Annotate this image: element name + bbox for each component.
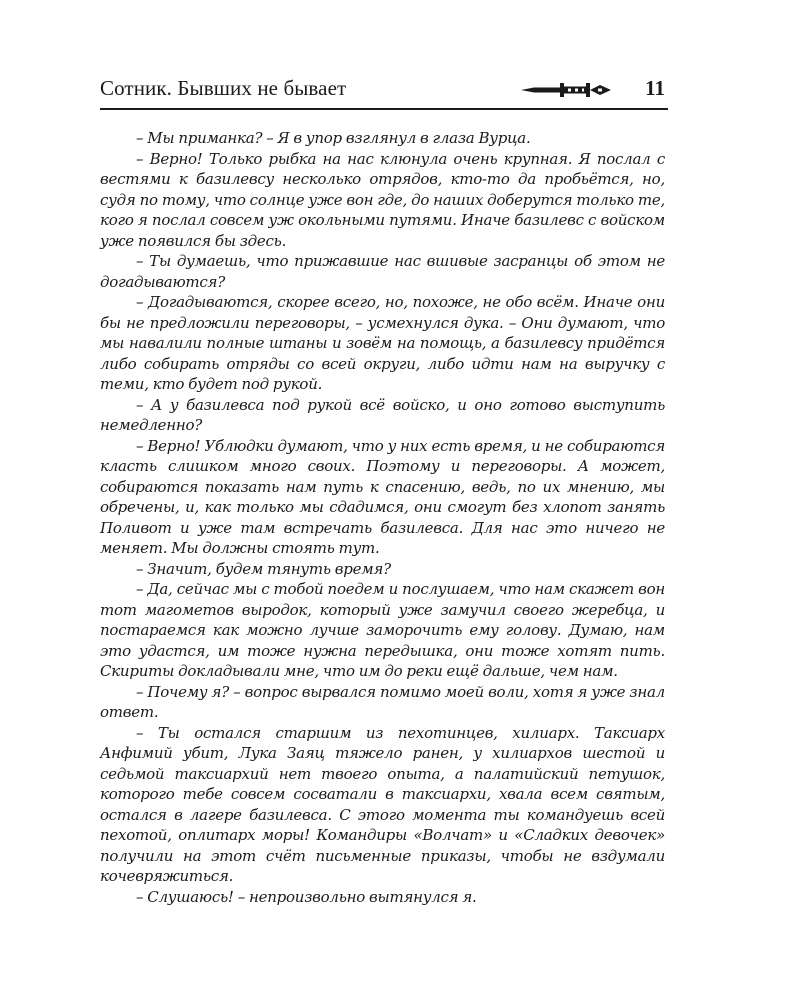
page-number: 11 bbox=[645, 76, 665, 100]
paragraph: – Ты думаешь, что прижавшие нас вшивые засранцы об этом не догадываются? bbox=[100, 252, 665, 291]
running-title: Сотник. Бывших не бывает bbox=[100, 76, 347, 100]
paragraph: – Значит, будем тянуть время? bbox=[136, 559, 391, 578]
paragraph: – Да, сейчас мы с тобой поедем и послушаем, что нам скажет вон тот магометов выродок, который уже замучил своего жеребца, и постараемся как можно лучше заморочить ему голову. Думаю, нам это удастся, им тоже нужна передышка, они тоже хотят пить. Скириты докладывали мне, что им до реки ещё дальше, чем нам. bbox=[100, 580, 665, 680]
paragraph: – Верно! Только рыбка на нас клюнула очень крупная. Я послал с вестями к базилевсу несколько отрядов, кто-то да пробьётся, но, судя по тому, что солнце уже вон где, до наших доберутся только те, кого я послал совсем уж окольными путями. Иначе базилевс с войском уже появился бы здесь. bbox=[100, 149, 665, 250]
paragraph: – Ты остался старшим из пехотинцев, хилиарх. Таксиарх Анфимий убит, Лука Заяц тяжело ранен, у хилиархов шестой и седьмой таксиархий нет твоего опыта, а палатийский петушок, которого тебе совсем сосватали в таксиархи, хвала всем святым, остался в лагере базилевса. С этого момента ты командуешь всей пехотой, оплитарх моры! Командиры «Волчат» и «Сладких девочек» получили на этот счёт письменные приказы, чтобы не вздумали кочевряжиться. bbox=[100, 723, 665, 885]
page-header bbox=[100, 76, 665, 104]
body-text bbox=[100, 128, 665, 907]
paragraph: – Слушаюсь! – непроизвольно вытянулся я. bbox=[136, 887, 477, 906]
header-rule bbox=[100, 108, 668, 110]
paragraph: – Догадываются, скорее всего, но, похоже, не обо всём. Иначе они бы не предложили переговоры, – усмехнулся дука. – Они думают, что мы навалили полные штаны и зовём на помощь, а базилевсу придётся либо собирать отряды со всей округи, либо идти нам на выручку с теми, кто будет под рукой. bbox=[100, 293, 665, 393]
paragraph: – Мы приманка? – Я в упор взглянул в глаза Вурца. bbox=[136, 129, 531, 147]
dagger-ornament-icon bbox=[520, 82, 612, 98]
paragraph: – Верно! Ублюдки думают, что у них есть время, и не собираются класть слишком много своих. Поэтому и переговоры. А может, собираются показать нам путь к спасению, ведь, по их мнению, мы обречены, и, как только мы сдадимся, они смогут без хлопот занять Поливот и уже там встречать базилевса. Для нас это ничего не меняет. Мы должны стоять тут. bbox=[100, 436, 665, 557]
paragraph: – А у базилевса под рукой всё войско, и оно готово выступить немедленно? bbox=[100, 395, 665, 434]
paragraph: – Почему я? – вопрос вырвался помимо моей воли, хотя я уже знал ответ. bbox=[100, 682, 665, 721]
